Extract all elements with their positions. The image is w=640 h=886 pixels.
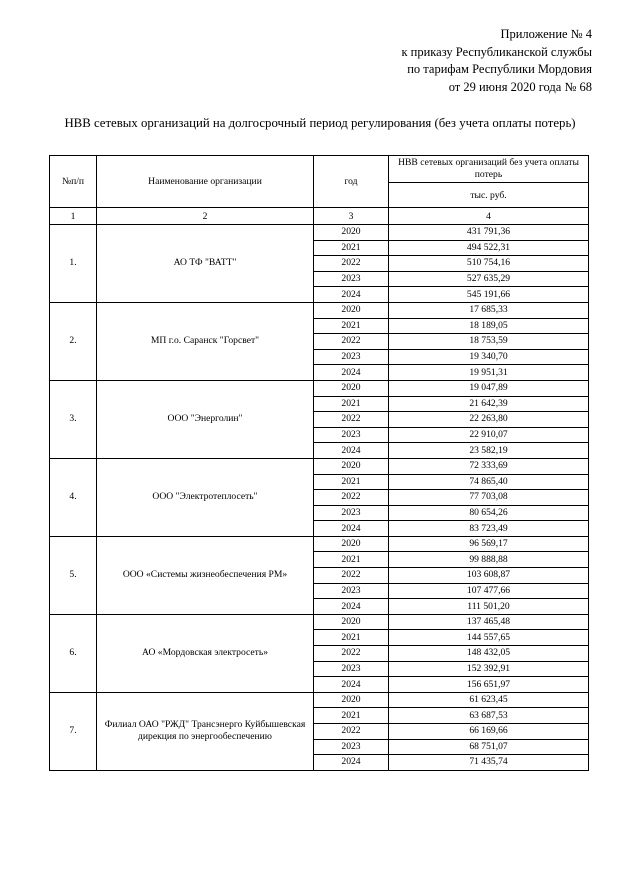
value-cell: 545 191,66 [389, 287, 589, 303]
appendix-line: Приложение № 4 [500, 27, 592, 41]
year-cell: 2023 [314, 583, 389, 599]
org-number: 1. [50, 225, 97, 303]
org-name: Филиал ОАО "РЖД" Трансэнерго Куйбышевская дирекция по энергообеспечению [97, 692, 314, 770]
org-number: 3. [50, 380, 97, 458]
org-name: ООО "Электротеплосеть" [97, 458, 314, 536]
value-cell: 80 654,26 [389, 505, 589, 521]
year-cell: 2023 [314, 505, 389, 521]
year-cell: 2020 [314, 458, 389, 474]
value-cell: 19 951,31 [389, 365, 589, 381]
value-cell: 71 435,74 [389, 755, 589, 771]
value-cell: 107 477,66 [389, 583, 589, 599]
value-cell: 19 047,89 [389, 380, 589, 396]
column-number: 1 [50, 208, 97, 225]
table-row [50, 536, 589, 552]
year-cell: 2022 [314, 490, 389, 506]
value-cell: 494 522,31 [389, 240, 589, 256]
year-cell: 2024 [314, 521, 389, 537]
year-cell: 2021 [314, 240, 389, 256]
table-row [50, 302, 589, 318]
year-cell: 2024 [314, 365, 389, 381]
value-cell: 74 865,40 [389, 474, 589, 490]
appendix-line: от 29 июня 2020 года № 68 [448, 79, 592, 94]
value-cell: 22 263,80 [389, 412, 589, 428]
column-number: 2 [97, 208, 314, 225]
org-number: 5. [50, 536, 97, 614]
year-cell: 2021 [314, 396, 389, 412]
year-cell: 2023 [314, 271, 389, 287]
year-cell: 2020 [314, 614, 389, 630]
value-cell: 21 642,39 [389, 396, 589, 412]
value-cell: 23 582,19 [389, 443, 589, 459]
table-row [50, 458, 589, 474]
value-cell: 18 753,59 [389, 334, 589, 350]
value-cell: 19 340,70 [389, 349, 589, 365]
value-cell: 152 392,91 [389, 661, 589, 677]
org-name: ООО «Системы жизнеобеспечения РМ» [97, 536, 314, 614]
year-cell: 2024 [314, 677, 389, 693]
value-cell: 137 465,48 [389, 614, 589, 630]
value-cell: 510 754,16 [389, 256, 589, 272]
value-cell: 96 569,17 [389, 536, 589, 552]
org-name: АО ТФ "ВАТТ" [97, 225, 314, 303]
value-cell: 61 623,45 [389, 692, 589, 708]
document-title: НВВ сетевых организаций на долгосрочный период регулирования (без учета оплаты потерь) [64, 116, 576, 130]
value-cell: 99 888,88 [389, 552, 589, 568]
header-num: №п/п [50, 156, 97, 208]
year-cell: 2022 [314, 412, 389, 428]
org-name: АО «Мордовская электросеть» [97, 614, 314, 692]
value-cell: 103 608,87 [389, 568, 589, 584]
value-cell: 22 910,07 [389, 427, 589, 443]
year-cell: 2022 [314, 334, 389, 350]
year-cell: 2021 [314, 318, 389, 334]
column-number: 3 [314, 208, 389, 225]
value-cell: 144 557,65 [389, 630, 589, 646]
year-cell: 2024 [314, 287, 389, 303]
value-cell: 72 333,69 [389, 458, 589, 474]
value-cell: 66 169,66 [389, 724, 589, 740]
header-value: НВВ сетевых организаций без учета оплаты потерь [389, 156, 589, 183]
tariff-table [49, 155, 589, 771]
column-number: 4 [389, 208, 589, 225]
column-number-row [50, 208, 589, 225]
year-cell: 2020 [314, 692, 389, 708]
header-org: Наименование организации [97, 156, 314, 208]
appendix-line: по тарифам Республики Мордовия [407, 62, 592, 76]
org-number: 7. [50, 692, 97, 770]
value-cell: 18 189,05 [389, 318, 589, 334]
value-cell: 431 791,36 [389, 225, 589, 241]
year-cell: 2020 [314, 225, 389, 241]
org-number: 2. [50, 302, 97, 380]
table-row [50, 692, 589, 708]
year-cell: 2021 [314, 708, 389, 724]
table-row [50, 380, 589, 396]
value-cell: 17 685,33 [389, 302, 589, 318]
year-cell: 2023 [314, 661, 389, 677]
org-number: 6. [50, 614, 97, 692]
year-cell: 2023 [314, 739, 389, 755]
year-cell: 2020 [314, 380, 389, 396]
year-cell: 2023 [314, 427, 389, 443]
header-unit: тыс. руб. [389, 183, 589, 208]
value-cell: 83 723,49 [389, 521, 589, 537]
year-cell: 2022 [314, 568, 389, 584]
year-cell: 2021 [314, 630, 389, 646]
value-cell: 77 703,08 [389, 490, 589, 506]
org-name: ООО "Энерголин" [97, 380, 314, 458]
year-cell: 2024 [314, 755, 389, 771]
org-name: МП г.о. Саранск "Горсвет" [97, 302, 314, 380]
year-cell: 2021 [314, 474, 389, 490]
value-cell: 148 432,05 [389, 646, 589, 662]
year-cell: 2020 [314, 302, 389, 318]
table-row [50, 225, 589, 241]
year-cell: 2020 [314, 536, 389, 552]
value-cell: 156 651,97 [389, 677, 589, 693]
year-cell: 2022 [314, 724, 389, 740]
value-cell: 63 687,53 [389, 708, 589, 724]
year-cell: 2021 [314, 552, 389, 568]
value-cell: 68 751,07 [389, 739, 589, 755]
appendix-line: к приказу Республиканской службы [401, 44, 592, 59]
value-cell: 111 501,20 [389, 599, 589, 615]
table-row [50, 614, 589, 630]
header-year: год [314, 156, 389, 208]
appendix-header [332, 26, 592, 96]
year-cell: 2023 [314, 349, 389, 365]
org-number: 4. [50, 458, 97, 536]
value-cell: 527 635,29 [389, 271, 589, 287]
year-cell: 2024 [314, 599, 389, 615]
year-cell: 2024 [314, 443, 389, 459]
year-cell: 2022 [314, 256, 389, 272]
table-header-row [50, 156, 589, 183]
year-cell: 2022 [314, 646, 389, 662]
